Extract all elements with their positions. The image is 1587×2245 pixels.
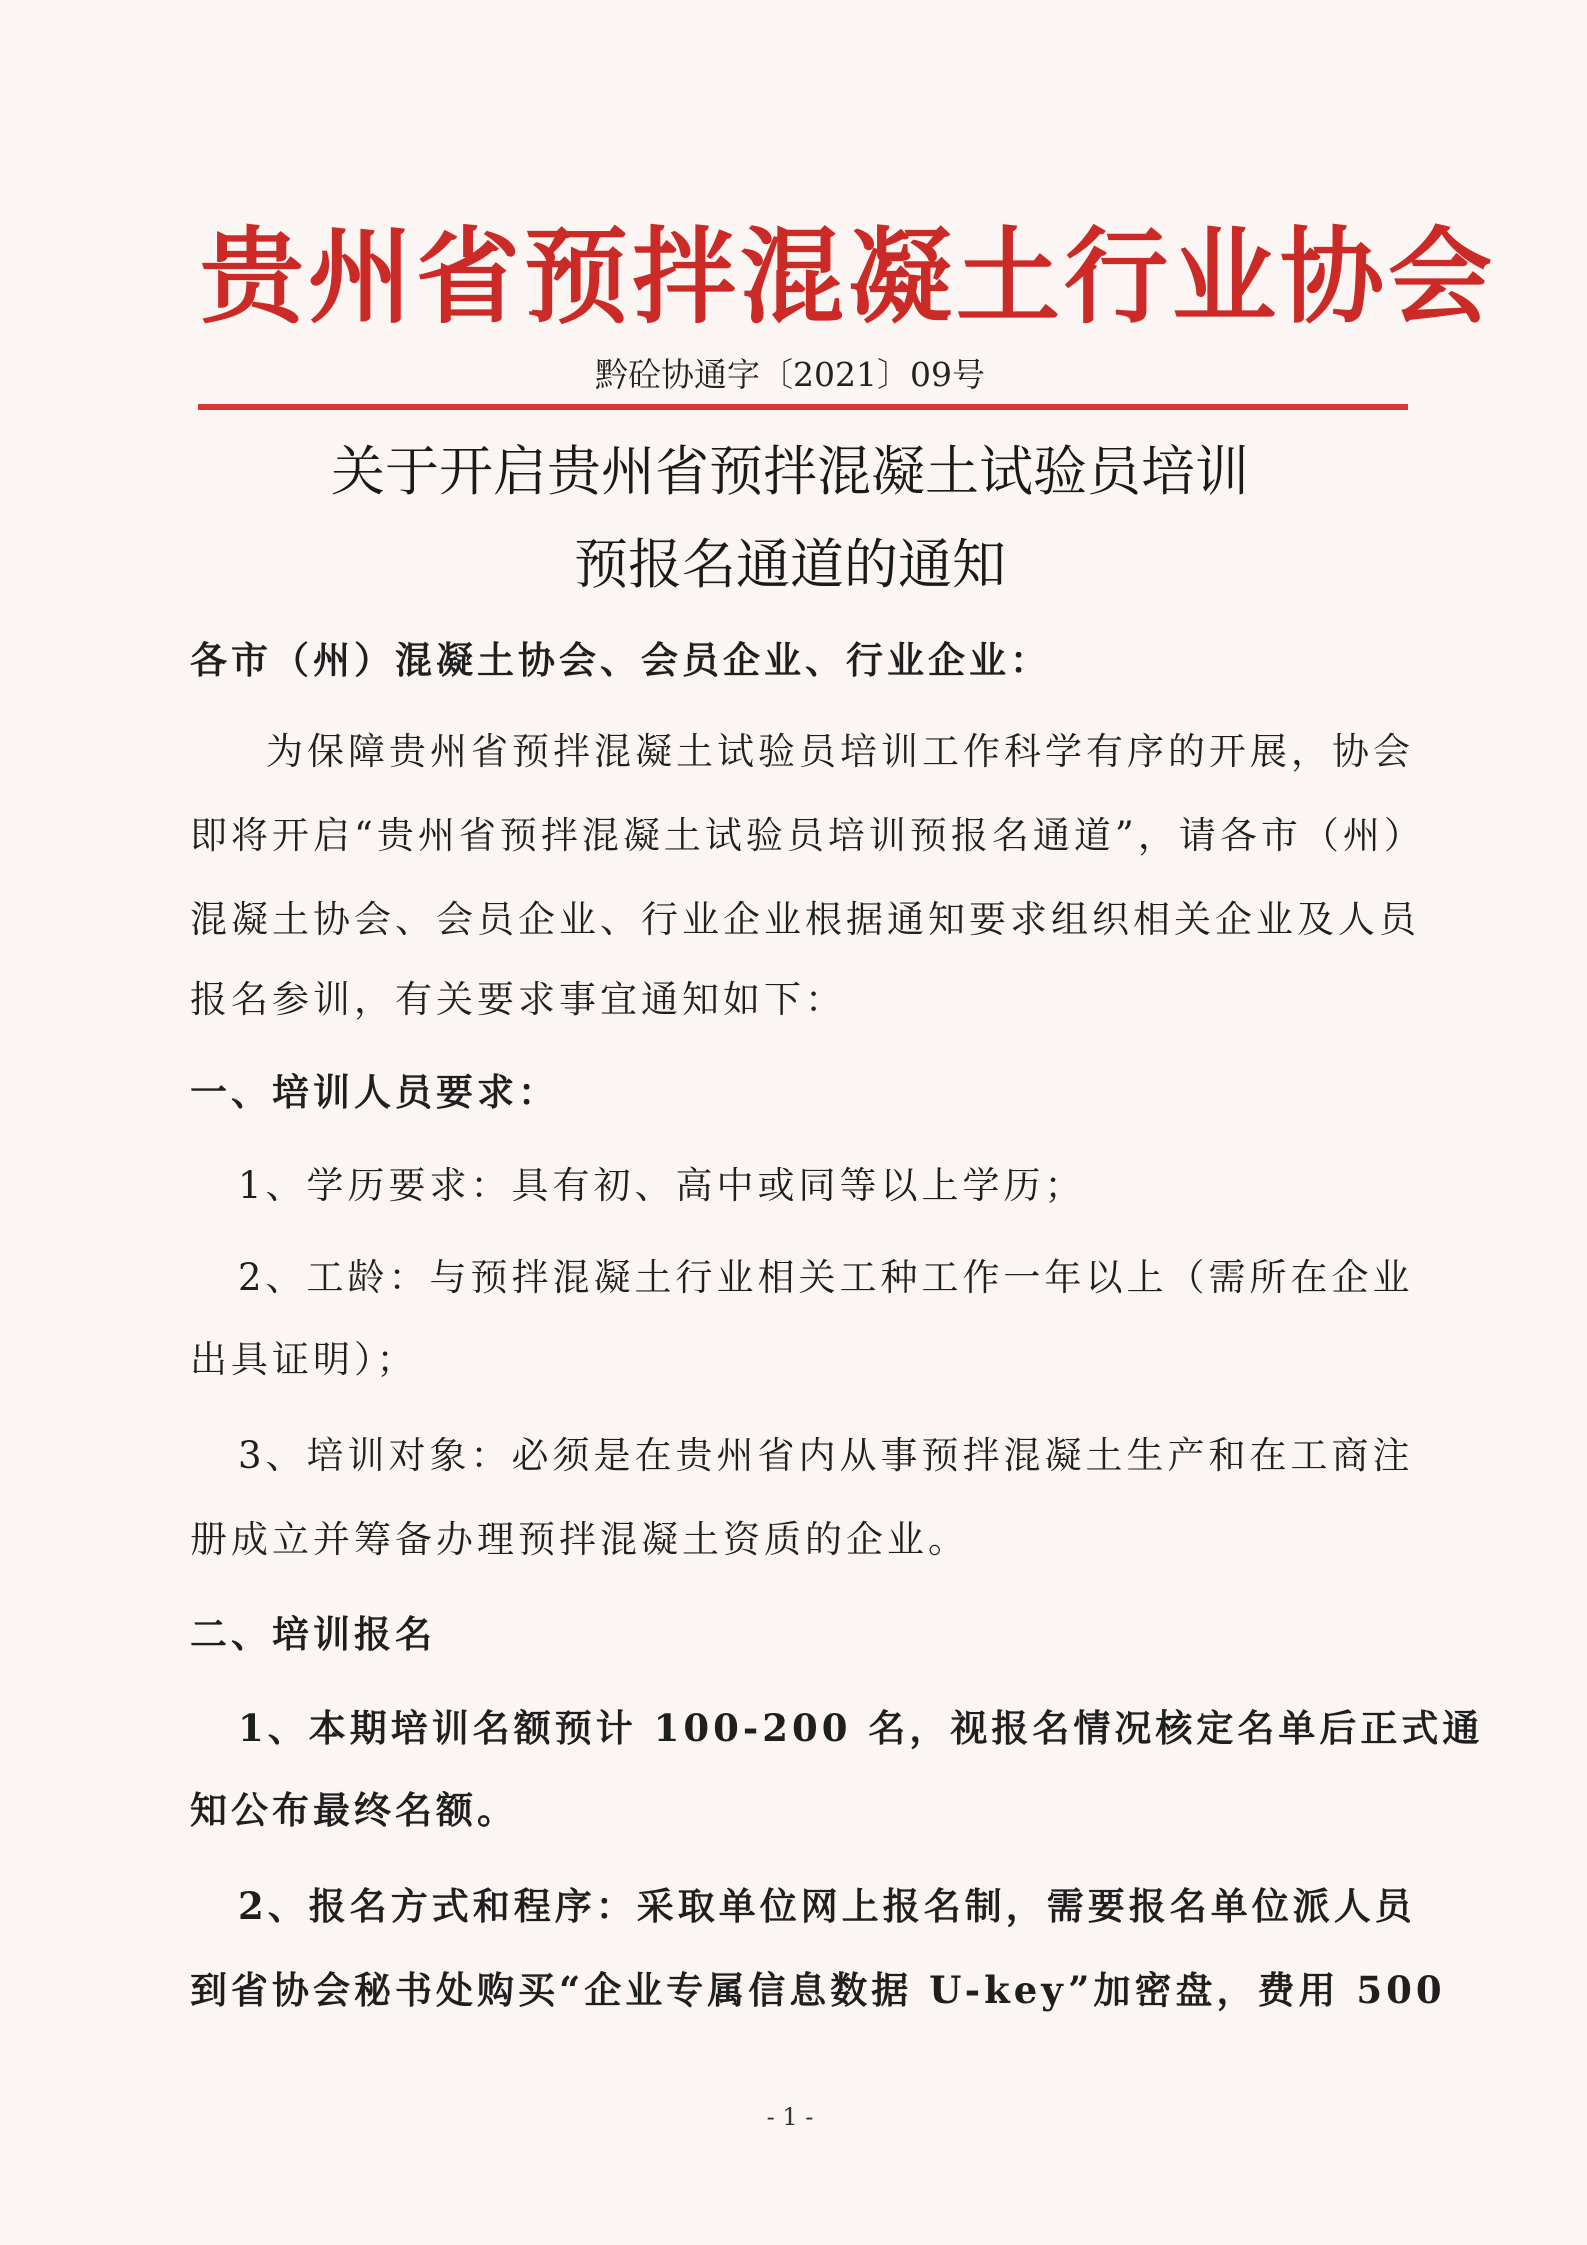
section-1-item-3-line-2: 册成立并筹备办理预拌混凝土资质的企业。 (190, 1518, 969, 1561)
section-1-item-2-line-2: 出具证明）； (190, 1338, 418, 1381)
paragraph-1-line-1: 为保障贵州省预拌混凝土试验员培训工作科学有序的开展，协会 (266, 730, 1414, 773)
document-number: 黔砼协通字〔2021〕09号 (595, 355, 985, 394)
section-2-item-2-line-1: 2、报名方式和程序：采取单位网上报名制，需要报名单位派人员 (238, 1884, 1416, 1928)
paragraph-1-line-2: 即将开启“贵州省预拌混凝土试验员培训预报名通道”，请各市（州） (190, 814, 1425, 857)
red-divider-line (198, 404, 1408, 410)
section-1-heading: 一、培训人员要求： (190, 1070, 559, 1114)
section-2-item-1-line-2: 知公布最终名额。 (190, 1788, 518, 1832)
section-1-item-3-line-1: 3、培训对象：必须是在贵州省内从事预拌混凝土生产和在工商注 (238, 1434, 1414, 1477)
section-2-item-1-line-1: 1、本期培训名额预计 100-200 名，视报名情况核定名单后正式通 (238, 1706, 1484, 1750)
section-2-heading: 二、培训报名 (190, 1612, 436, 1656)
notice-title-line-2: 预报名通道的通知 (574, 533, 1006, 596)
section-1-item-2-line-1: 2、工龄：与预拌混凝土行业相关工种工作一年以上（需所在企业 (238, 1256, 1414, 1299)
page-number: - 1 - (766, 2103, 814, 2131)
paragraph-1-line-3: 混凝土协会、会员企业、行业企业根据通知要求组织相关企业及人员 (190, 898, 1420, 941)
paragraph-1-line-4: 报名参训，有关要求事宜通知如下： (190, 978, 846, 1021)
organization-title: 贵州省预拌混凝土行业协会 (200, 215, 1497, 338)
notice-title-line-1: 关于开启贵州省预拌混凝土试验员培训 (331, 440, 1249, 503)
addressee: 各市（州）混凝土协会、会员企业、行业企业： (190, 638, 1051, 682)
section-2-item-2-line-2: 到省协会秘书处购买“企业专属信息数据 U-key”加密盘，费用 500 (190, 1968, 1446, 2012)
section-1-item-1: 1、学历要求：具有初、高中或同等以上学历； (238, 1164, 1086, 1207)
